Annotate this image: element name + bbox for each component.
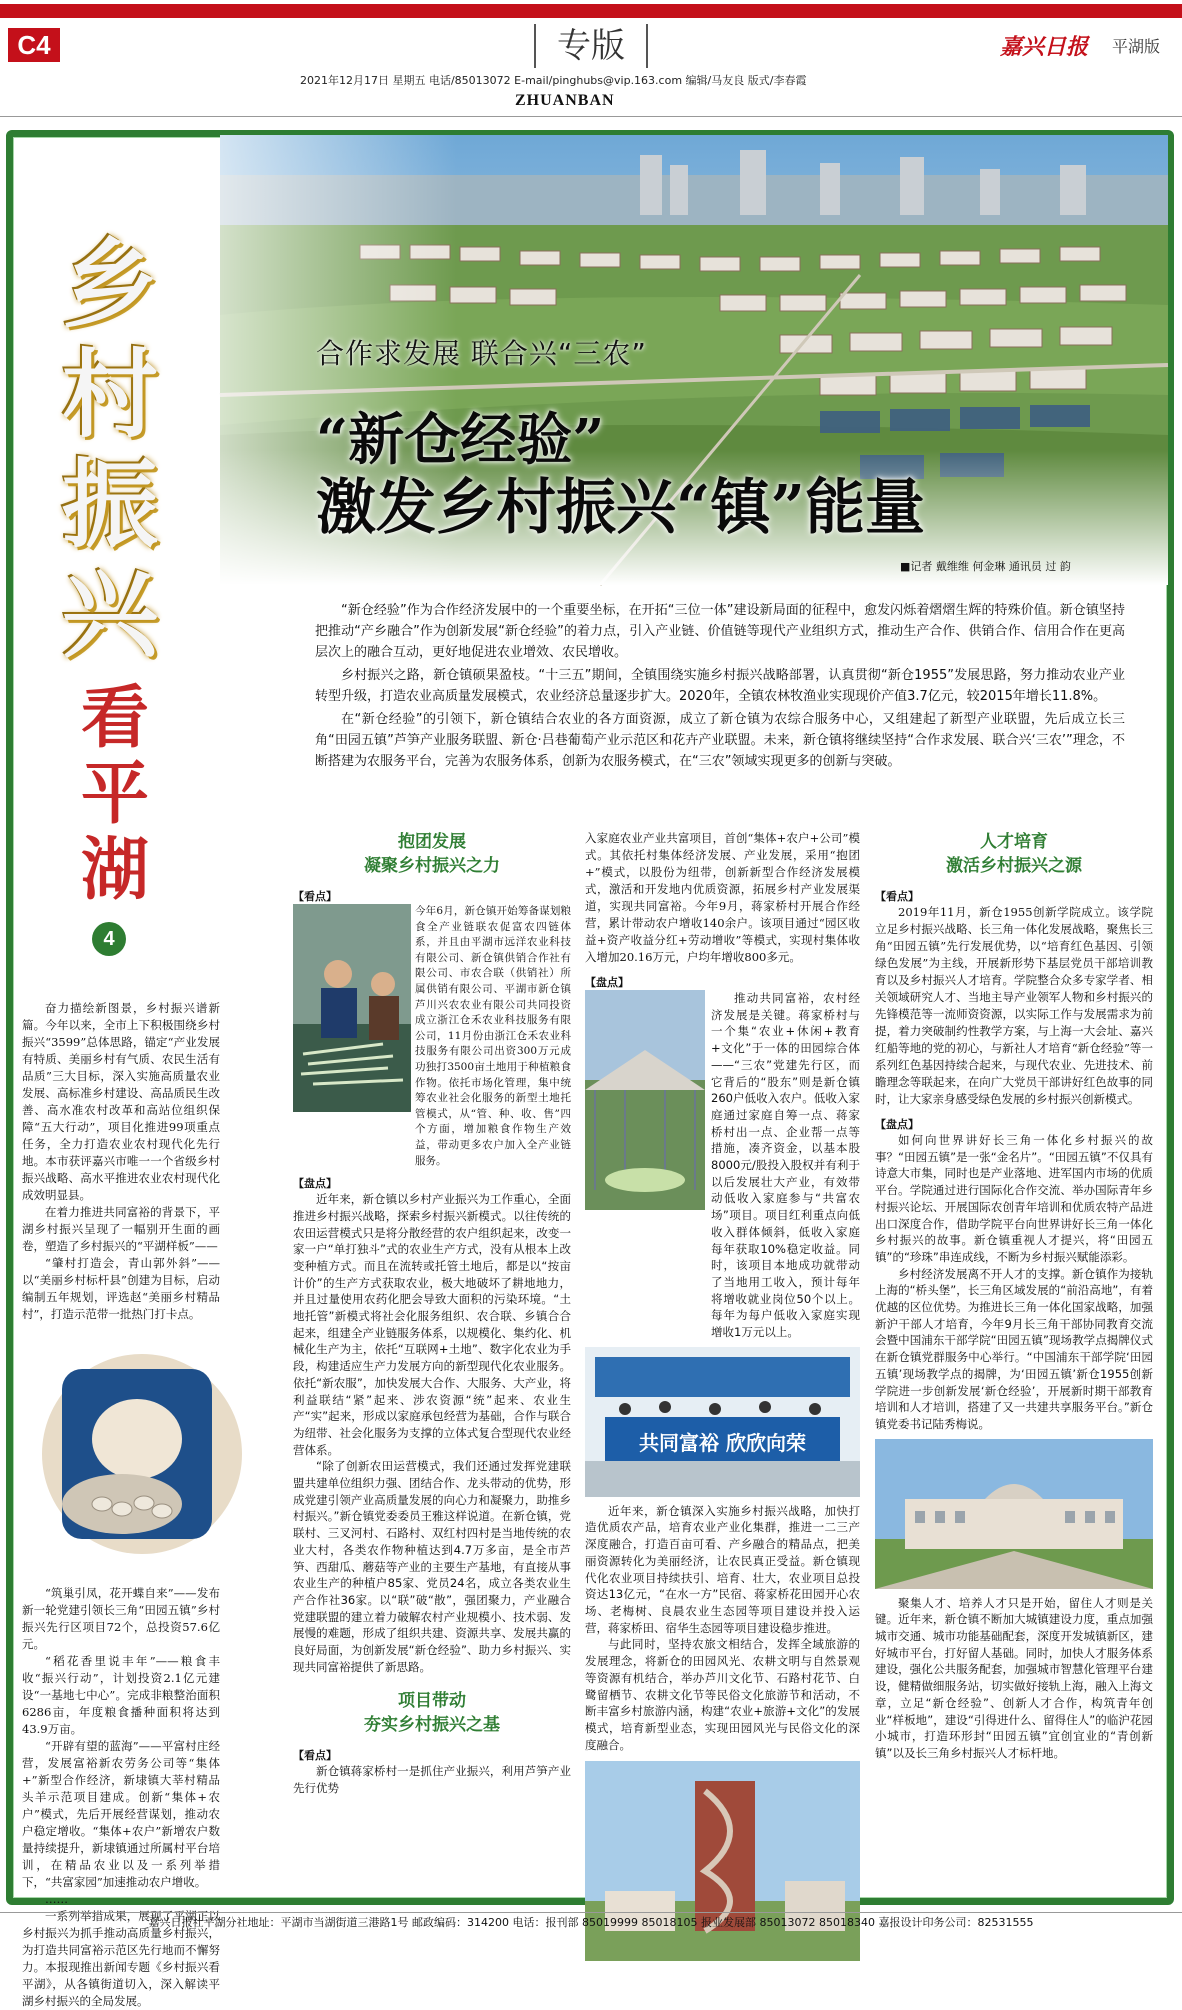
section-title: 抱团发展: [398, 832, 466, 852]
section-b-title-sub: 夯实乡村振兴之基: [364, 1715, 500, 1736]
intro-paragraph: “肇村打造会，青山郭外斜”——以“美丽乡村标杆县”创建为目标，启动编制五年规划，评选赵“美丽乡村精品村”，打造示范带一批热门打卡点。: [22, 1256, 220, 1321]
oyster-photo: [22, 1329, 220, 1579]
section-title-sub: 激活乡村振兴之源: [946, 856, 1082, 876]
intro-paragraph: ……: [45, 1892, 68, 1906]
series-intro-column: [22, 1000, 220, 2008]
article-headline-line1: “新仓经验”: [316, 407, 605, 473]
pan-tag: 【盘点】: [293, 1177, 337, 1191]
pan-paragraph: 聚集人才、培养人才只是开始，留住人才则是关键。近年来，新仓镇不断加大城镇建设力度，重点加强城市交通、城市功能基础配套，深度开发城镇新区，建好城市平台，打好留人基础。同时，加快人才服务体系建设，强化公共服务配套，加强城市智慧化管理平台建设，健精做细服务站，切实做好接轨上海，融入上海文章，立足“新仓经验”、创新人才合作，构筑青年创业“样板地”，建设“引得进什么、留得住人”的临沪花园小城市，打造环形封“田园五镇”宜创宜业的“青创新镇”以及长三角乡村振兴人才标杆地。: [875, 1595, 1153, 1760]
header-divider: [0, 116, 1182, 117]
series-title: 乡村振兴: [62, 228, 158, 671]
intro-paragraph: 奋力描绘新图景，乡村振兴谱新篇。今年以来，全市上下积极围绕乡村振兴“3599”总体思路，锚定“产业发展有特质、美丽乡村有气质、农民生活有品质”三大目标，深入实施高质量农业发展、高标准乡村建设、高品质民生改善、高水准农村改革和高站位组织保障“五大行动”，项目化推进99项重点任务，全力打造农业农村现代化先行地。本市获评嘉兴市唯一一个省级乡村振兴战略、高水平推进农业农村现代化成效明显县。: [22, 1001, 220, 1202]
pan-paragraph: 乡村经济发展离不开人才的支撑。新仓镇作为接轨上海的“桥头堡”，长三角区域发展的“前沿高地”，有着优越的区位优势。为推进长三角一体化国家战略，加强新沪干部人才培育，今年9月长三角干部协同教育交流会暨中国浦东干部学院“田园五镇”现场教学点揭牌仪式在新仓镇党群服务中心举行。“中国浦东干部学院‘田园五镇’现场教学点的揭牌，为‘田园五镇’新仓1955创新学院进一步创新发展‘新仓经验’，开展新时期干部教育培训和人才培训，搭建了又一共建共享服务平台。”新仓镇党委书记陆秀梅说。: [875, 1266, 1153, 1431]
page-number: C4: [8, 28, 60, 62]
farmers-photo: [293, 904, 411, 1112]
section-title: 人才培育: [980, 832, 1048, 852]
shed-photo: [585, 990, 705, 1210]
masthead-logo: 嘉兴日报: [1000, 34, 1089, 60]
col2-kai-text: 入家庭农业产业共富项目，首创“集体+农户+公司”模式。其依托村集体经济发展、产业发展，采用“抱团+”模式，以股份为纽带，创新新型合作经济发展模式，激活和开发地内优质资源，拓展乡村产业发展渠道，实现共同富裕。今年9月，蒋家桥村开展合作经营，累计带动农户增收140余户。该项目通过“园区收益+资产收益分红+劳动增收”等模式，实现村集体收入增加20.16万元，户均年增收800多元。: [585, 831, 860, 964]
intro-paragraph: 在着力推进共同富裕的背景下，平湖乡村振兴呈现了一幅别开生面的画卷，塑造了乡村振兴的“平湖样板”——: [22, 1205, 220, 1253]
intro-paragraph: “筑巢引凤，花开蝶自来”——发布新一轮党建引领长三角“田园五镇”乡村振兴先行区项目72个，总投资57.6亿元。: [22, 1586, 220, 1651]
kan-text: 今年6月，新仓镇开始筹备谋划粮食全产业链联农促富农四链体系，并且由平湖市远洋农业科技有限公司、新仓镇供销合作社有限公司、市农合联（供销社）所属供销有限公司、平湖市新仓镇芦川兴农农业有限公司共同投资成立浙江仓禾农业科技服务有限公司，11月份由浙江仓禾农业科技服务有限公司出资300万元成功独打3500亩土地用于种植粮食作物。依托市场化管理，集中统筹农业社会化服务的新型土地托管模式，从“管、种、收、售”四个方面，增加粮食作物生产效益，带动更多农户加入全产业链服务。: [415, 905, 571, 1167]
intro-paragraph: 一系列举措成果，展现了平湖正以乡村振兴为抓手推动高质量乡村振兴，为打造共同富裕示范区先行地而不懈努力。本报现推出新闻专题《乡村振兴看平湖》，从各镇街道切入，深入解读平湖乡村振兴的全局发展。: [22, 1909, 220, 2008]
pan-paragraph: 如何向世界讲好长三角一体化乡村振兴的故事？“田园五镇”是一张“金名片”。“田园五镇”不仅具有诗意大市集，同时也是产业落地、进军国内市场的优质平台。学院通过进行国际化合作交流、举办国际青年乡村振兴论坛、开展国际农创青年培训和优质农特产品进出口深度合作，借助学院平台向世界讲好长三角一体化乡村振兴的故事。新仓镇重视人才提兴，将“田园五镇”的“珍珠”串连成线，不断为乡村振兴赋能添彩。: [875, 1133, 1153, 1264]
footer-info: 嘉兴日报社平湖分社地址：平湖市当湖街道三港路1号 邮政编码：314200 电话：报刊部 85019999 85018105 报业发展部 85013072 85018340 嘉报设计印务公司：82531555: [0, 1912, 1182, 1933]
pan-paragraph: 近年来，新仓镇以乡村产业振兴为工作重心，全面推进乡村振兴战略，探索乡村振兴新模式。以往传统的农田运营模式只是将分散经营的农户组织起来，改变一家一户“单打独斗”式的农业生产方式，没有从根本上改变种植方式。而且在流转或托管土地后，都是以“按亩计价”的生产方式获取农业，极大地破坏了耕地地力，并且过量使用农药化肥会导致大面积的污染环境。“土地托管”新模式将社会化服务组织、农合联、乡镇合合起来，组建全产业链服务体系，以规模化、集约化、机械化生产为主，依托“互联网+土地”、数字化农业为手段，构建适应生产力发展方向的新型现代化农业服务。依托“新农服”，加快发展大合作、大服务、大产业，将利益联结“紧”起来、涉农资源“统”起来、农业生产“实”起来，形成以家庭承包经营为基础，合作与联合为纽带、社会化服务为支撑的立体式复合型现代农业经营体系。: [293, 1192, 571, 1457]
column-2: [585, 830, 860, 1900]
section-pinyin: ZHUANBAN: [515, 92, 615, 109]
article-lead: [315, 600, 1125, 774]
lead-paragraph: 在“新仓经验”的引领下，新仓镇结合农业的各方面资源，成立了新仓镇为农综合服务中心，又组建起了新型产业联盟，先后成立长三角“田园五镇”芦笋产业服务联盟、新仓·吕巷葡萄产业示范区和花卉产业联盟。未来，新仓镇将继续坚持“合作求发展、联合兴‘三农’”理念，不断搭建为农服务平台，完善为农服务体系，创新为农服务模式，在“三农”领域实现更多的创新与突破。: [315, 712, 1125, 769]
article-headline-line2: 激发乡村振兴“镇”能量: [316, 473, 926, 543]
pan-paragraph: “除了创新农田运营模式，我们还通过发挥党建联盟共建单位组织力强、团结合作、龙头带动的优势，形成党建引领产业高质量发展的向心力和凝聚力，助推乡村振兴。”新仓镇党委委员王雅这样说道。在新仓镇，党联村、三叉河村、石路村、双红村四村是当地传统的农业大村，各类农作物种植达到4.7万多亩，是全市芦笋、西甜瓜、蘑菇等产业的主要生产基地，有直接从事农业生产的种植户85家、党员24名，成立各类农业生产合作社36家。以“联”破“散”，强团聚力，产业融合党建联盟的建立着力破解农村产业规模小、技术弱、发展慢的难题，形成了组织共建、资源共享、发展共赢的良好局面，为创新发展“新仓经验”、助力乡村振兴、实现共同富裕提供了新思路。: [293, 1459, 571, 1674]
pan-tag: 【盘点】: [585, 976, 629, 989]
series-subtitle: 看平湖: [80, 678, 149, 910]
section-b-title: 项目带动: [398, 1691, 466, 1712]
article-subhead: 合作求发展 联合兴“三农”: [316, 337, 647, 370]
intro-paragraph: “开辟有望的蓝海”——平富村庄经营，发展富裕新农劳务公司等“集体+”新型合作经济，新埭镇大莘村精品头羊示范项目建成。创新“集体+农户”模式，先后开展经营谋划，推动农户稳定增收。“集体+农户”新增农户数量持续提升，新埭镇通过所属村平台培训，在精品农业以及一系列举措下，“共富家园”加速推动农户增收。: [22, 1739, 220, 1889]
campus-photo: [875, 1439, 1153, 1589]
byline: ■记者 戴维维 何金琳 通讯员 过 韵: [900, 560, 1071, 573]
masthead-edition: 平湖版: [1112, 37, 1161, 56]
pan-paragraph: 近年来，新仓镇深入实施乡村振兴战略，加快打造优质农产品，培育农业产业化集群，推进一二三产深度融合，打造百亩可看、产乡融合的精品点，把美丽资源转化为美丽经济，让农民真正受益。新仓镇现代化农业项目持续扶引、培育、壮大，农业项目总投资达13亿元，“在水一方”民宿、蒋家桥花田园开心农场、老梅树、良晨农业生态园等项目建设并投入运营，蒋家桥田、宿华生态园等项目建设稳步推进。: [585, 1503, 860, 1635]
lead-paragraph: 乡村振兴之路，新仓镇硕果盈枝。“十三五”期间，全镇围绕实施乡村振兴战略部署，认真贯彻“新仓1955”发展思路，努力推动农业产业转型升级，打造农业高质量发展模式，农业经济总量逐步扩大。2020年，全镇农林牧渔业实现现价产值3.7亿元，较2015年增长11.8%。: [315, 668, 1125, 704]
lead-paragraph: “新仓经验”作为合作经济发展中的一个重要坐标，在开拓“三位一体”建设新局面的征程中，愈发闪烁着熠熠生辉的特殊价值。新仓镇坚持把推动“产乡融合”作为创新发展“新仓经验”的着力点，引入产业链、价值链等现代产业组织方式，推动生产合作、供销合作、信用合作在更高层次上的融合互动，更好地促进农业增效、农民增收。: [315, 603, 1125, 660]
pan-paragraph: 推动共同富裕，农村经济发展是关键。蒋家桥村与一个集“农业+休闲+教育+文化”于一体的田园综合体——“三农”党建先行区，而它背后的“股东”则是新仓镇260户低收入农户。低收入家庭通过家庭自筹一点、蒋家桥村出一点、企业帮一点等措施，凑齐资金，以基本股8000元/股投入股权并有利于以后发展壮大产业，有效带动低收入家庭参与“共富农场”项目。项目红利重点向低收入群体倾斜，低收入家庭每年获取10%稳定收益。同时，该项目本地成功就带动了当地用工收入，预计每年将增收就业岗位50个以上。每年为每户低收入家庭实现增收1万元以上。: [711, 991, 860, 1340]
section-label: 专版: [534, 24, 648, 68]
intro-paragraph: “稻花香里说丰年”——粮食丰收“振兴行动”，计划投资2.1亿元建设“一基地七中心”。完成非粮整治面积6286亩，年度粮食播种面积将达到43.9万亩。: [22, 1654, 220, 1736]
kan-text: 2019年11月，新仓1955创新学院成立。该学院立足乡村振兴战略、长三角一体化发展战略，聚焦长三角“田园五镇”先行发展优势，以“培育红色基因、引领绿色发展”为主线，开展新形势下基层党员干部培训教育以及乡村振兴人才培育。学院整合众多专家学者、相关领域研究人才、当地主导产业领军人物和乡村振兴的先锋模范等一流师资资源，以实际工作与发展需求为前提，着力突破制约性教学方案，与上海一大会址、嘉兴红船等地的党的初心，与新社人才培育“新仓经验”等一系列红色基因持续合起来，与现代农业、先进技术、前瞻理念等联起来，在向广大党员干部讲好红色故事的同时，让大家亲身感受绿色发展的乡村振兴创新模式。: [875, 905, 1153, 1106]
banner-text: 共同富裕 欣欣向荣: [639, 1430, 806, 1455]
series-number-badge: 4: [92, 922, 126, 956]
pan-tag: 【盘点】: [875, 1118, 919, 1131]
section-title-sub: 凝聚乡村振兴之力: [364, 856, 500, 876]
kan2-tag: 【看点】: [293, 1749, 337, 1763]
header-red-bar: [0, 4, 1182, 18]
kan2-text: 新仓镇蒋家桥村一是抓住产业振兴，利用芦笋产业先行优势: [293, 1764, 571, 1796]
kan-tag: 【看点】: [875, 890, 919, 903]
ceremony-photo: [585, 1347, 860, 1497]
date-line: 2021年12月17日 星期五 电话/85013072 E-mail/pinghubs@vip.163.com 编辑/马友良 版式/李春霞: [300, 74, 807, 87]
column-1: [293, 830, 571, 1900]
column-3: [875, 830, 1153, 1900]
kan-tag: 【看点】: [293, 890, 337, 903]
pan-paragraph: 与此同时，坚持农旅文相结合，发挥全域旅游的发展理念，将新仓的田园风光、农耕文明与自然景观等资源有机结合，举办芦川文化节、石路村花节、白鹭留栖节、农耕文化节等民俗文化旅游节和活动，不断丰富乡村旅游内涵，构建“农业+旅游+文化”的发展模式，培育新型业态，实现田园风光与民俗文化的深度融合。: [585, 1637, 860, 1752]
